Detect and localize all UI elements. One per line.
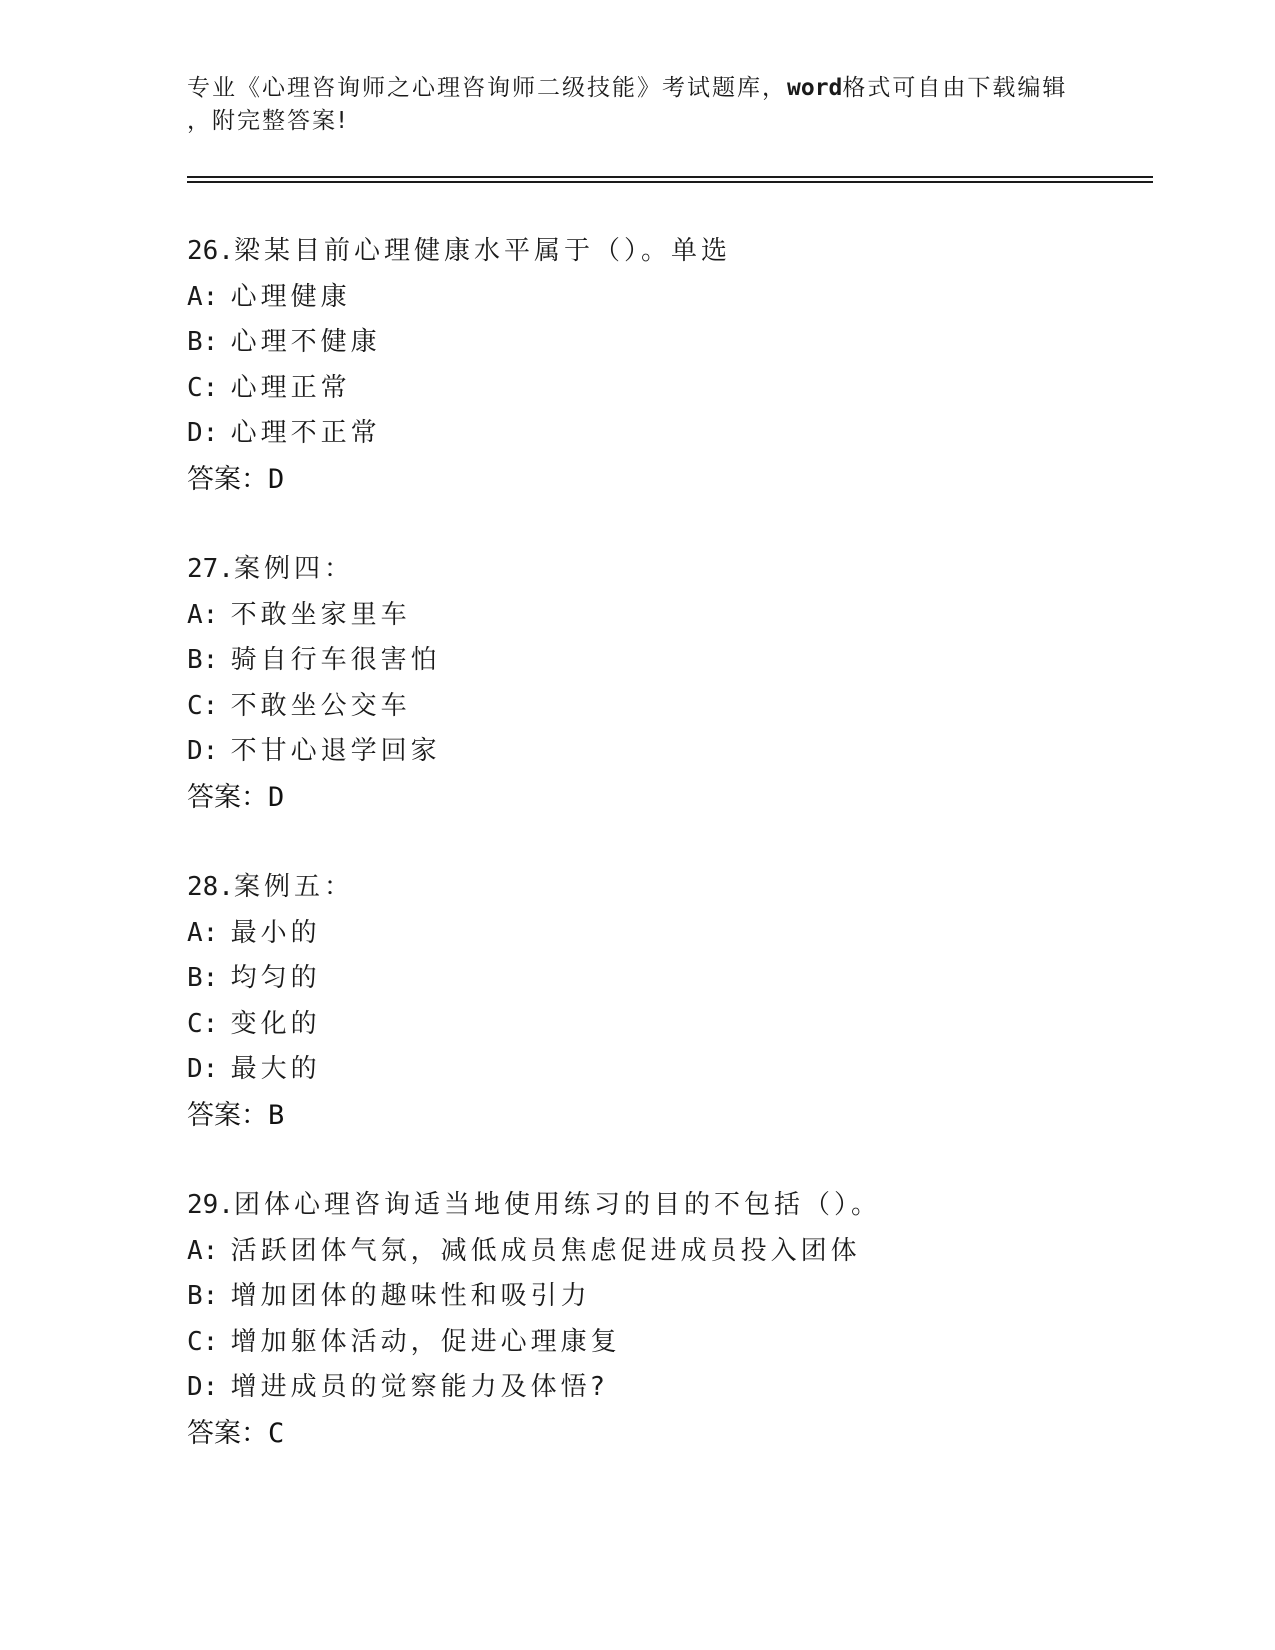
option-text: 增进成员的觉察能力及体悟? [230,1372,609,1402]
option-d [187,1365,1147,1411]
option-text: 最大的 [230,1054,321,1084]
option-label: A: [187,1235,219,1266]
header-line-1 [187,72,1087,105]
option-c [187,1320,1147,1366]
answer-label: 答案： [187,463,268,495]
answer-label: 答案： [187,781,268,813]
option-a [187,593,1147,639]
option-label: C: [187,690,219,721]
option-d [187,411,1147,457]
answer-value: D [268,463,285,495]
option-label: D: [187,1054,219,1084]
header-line-2: ，附完整答案! [187,108,349,134]
question-number: 27. [187,554,234,584]
option-text: 最小的 [230,917,321,948]
answer-value: B [268,1099,285,1131]
option-d [187,1047,1147,1093]
option-text: 心理健康 [230,281,351,312]
option-a [187,911,1147,957]
document-header [187,72,1087,138]
option-text: 心理正常 [230,372,351,403]
option-label: D: [187,1372,219,1402]
option-text: 不甘心退学回家 [230,736,441,766]
option-b [187,1274,1147,1320]
option-label: C: [187,1326,219,1357]
answer-line [187,775,1147,821]
answer-line [187,1411,1147,1457]
option-text: 增加躯体活动，促进心理康复 [230,1326,621,1357]
option-label: C: [187,1008,219,1039]
option-c [187,1002,1147,1048]
option-label: B: [187,327,219,357]
question-stem [187,229,1147,275]
option-b [187,638,1147,684]
header-divider-bottom [187,181,1153,183]
option-label: D: [187,418,219,448]
option-label: A: [187,599,219,630]
option-c [187,366,1147,412]
header-word-format: word [787,75,843,101]
question-number: 26. [187,236,234,266]
option-label: A: [187,917,219,948]
option-text: 心理不健康 [230,327,381,357]
question-28 [187,865,1147,1138]
option-label: B: [187,645,219,675]
answer-label: 答案： [187,1099,268,1131]
option-text: 不敢坐家里车 [230,599,411,630]
option-label: B: [187,1281,219,1311]
option-a [187,275,1147,321]
option-text: 不敢坐公交车 [230,690,411,721]
option-label: C: [187,372,219,403]
option-b [187,320,1147,366]
answer-value: D [268,781,285,813]
answer-label: 答案： [187,1417,268,1449]
question-26 [187,229,1147,502]
option-text: 变化的 [230,1008,321,1039]
option-label: B: [187,963,219,993]
option-text: 心理不正常 [230,418,381,448]
option-text: 增加团体的趣味性和吸引力 [230,1281,591,1311]
question-number: 29. [187,1190,234,1220]
option-d [187,729,1147,775]
option-a [187,1229,1147,1275]
answer-line [187,1093,1147,1139]
answer-value: C [268,1417,285,1449]
question-text: 团体心理咨询适当地使用练习的目的不包括（）。 [233,1190,881,1220]
question-stem [187,1183,1147,1229]
question-29 [187,1183,1147,1456]
question-stem [187,865,1147,911]
question-text: 案例五： [233,872,354,902]
option-c [187,684,1147,730]
question-27 [187,547,1147,820]
question-stem [187,547,1147,593]
question-number: 28. [187,872,234,902]
header-title-prefix: 专业《心理咨询师之心理咨询师二级技能》考试题库， [187,75,787,101]
option-label: A: [187,281,219,312]
question-text: 案例四： [233,554,354,584]
header-title-suffix: 格式可自由下载编辑 [842,75,1068,101]
option-text: 骑自行车很害怕 [230,645,441,675]
option-text: 均匀的 [230,963,321,993]
header-divider-top [187,176,1153,178]
option-text: 活跃团体气氛，减低成员焦虑促进成员投入团体 [230,1235,861,1266]
option-label: D: [187,736,219,766]
question-text: 梁某目前心理健康水平属于（）。单选 [233,236,731,266]
answer-line [187,457,1147,503]
option-b [187,956,1147,1002]
